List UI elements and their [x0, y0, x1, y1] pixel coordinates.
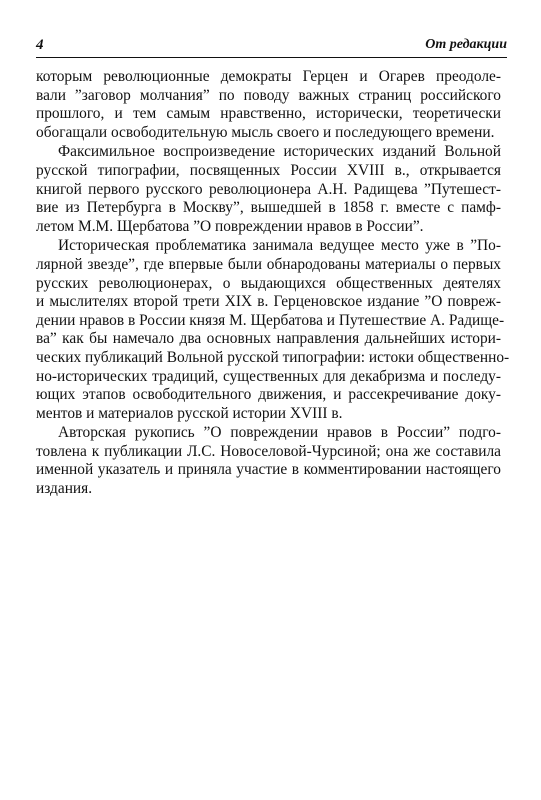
text-line: русской типографии, посвященных России XVIII в., открывается	[36, 161, 501, 179]
text-line: обогащали освободительную мысль своего и последующего времени.	[36, 123, 495, 141]
text-line: ческих публикаций Вольной русской типографии: истоки общественно-	[36, 348, 510, 366]
text-line: именной указатель и приняла участие в комментировании настоящего	[36, 461, 501, 479]
text-line: товлена к публикации Л.С. Новоселовой-Чурсиной; она же составила	[36, 442, 501, 460]
text-line: русских революционерах, о выдающихся общественных деятелях	[36, 274, 501, 292]
text-line: прошлого, и тем самым нравственно, исторически, теоретически	[36, 105, 501, 123]
page-number: 4	[36, 37, 44, 53]
paragraph-2	[36, 143, 501, 236]
running-title: От редакции	[425, 37, 507, 52]
paragraph-3	[36, 237, 510, 423]
text-line: вали ”заговор молчания” по поводу важных страниц российского	[36, 86, 501, 104]
text-line: книгой первого русского революционера А.Н. Радищева ”Путешест-	[36, 180, 501, 198]
text-line: ющих этапов освободительного движения, и рассекречивание доку-	[36, 386, 501, 404]
page-header	[36, 36, 507, 58]
text-line: Факсимильное воспроизведение исторических изданий Вольной	[58, 143, 501, 161]
text-line: летом М.М. Щербатова ”О повреждении нравов в России”.	[36, 217, 424, 235]
text-line: вие из Петербурга в Москву”, вышедшей в 1858 г. вместе с памф-	[36, 199, 501, 217]
paragraph-1	[36, 68, 501, 142]
text-line: которым революционные демократы Герцен и Огарев преодоле-	[36, 68, 501, 85]
text-line: и мыслителях второй трети XIX в. Герценовское издание ”О повреж-	[36, 293, 501, 311]
text-line: ментов и материалов русской истории XVIII в.	[36, 404, 343, 422]
text-line: но-исторических традиций, существенных для декабризма и последу-	[36, 367, 501, 385]
text-line: дении нравов в России князя М. Щербатова и Путешествие А. Радище-	[36, 311, 505, 329]
text-line: ва” как бы намечало два основных направления дальнейших истори-	[36, 330, 501, 348]
header-rule	[36, 57, 507, 58]
text-line: лярной звезде”, где впервые были обнародованы материалы о первых	[36, 255, 501, 273]
text-line: издания.	[36, 480, 93, 498]
body-text	[36, 68, 510, 499]
text-line: Авторская рукопись ”О повреждении нравов в России” подго-	[58, 424, 501, 442]
text-line: Историческая проблематика занимала ведущее место уже в ”По-	[58, 237, 501, 255]
paragraph-4	[36, 424, 501, 498]
